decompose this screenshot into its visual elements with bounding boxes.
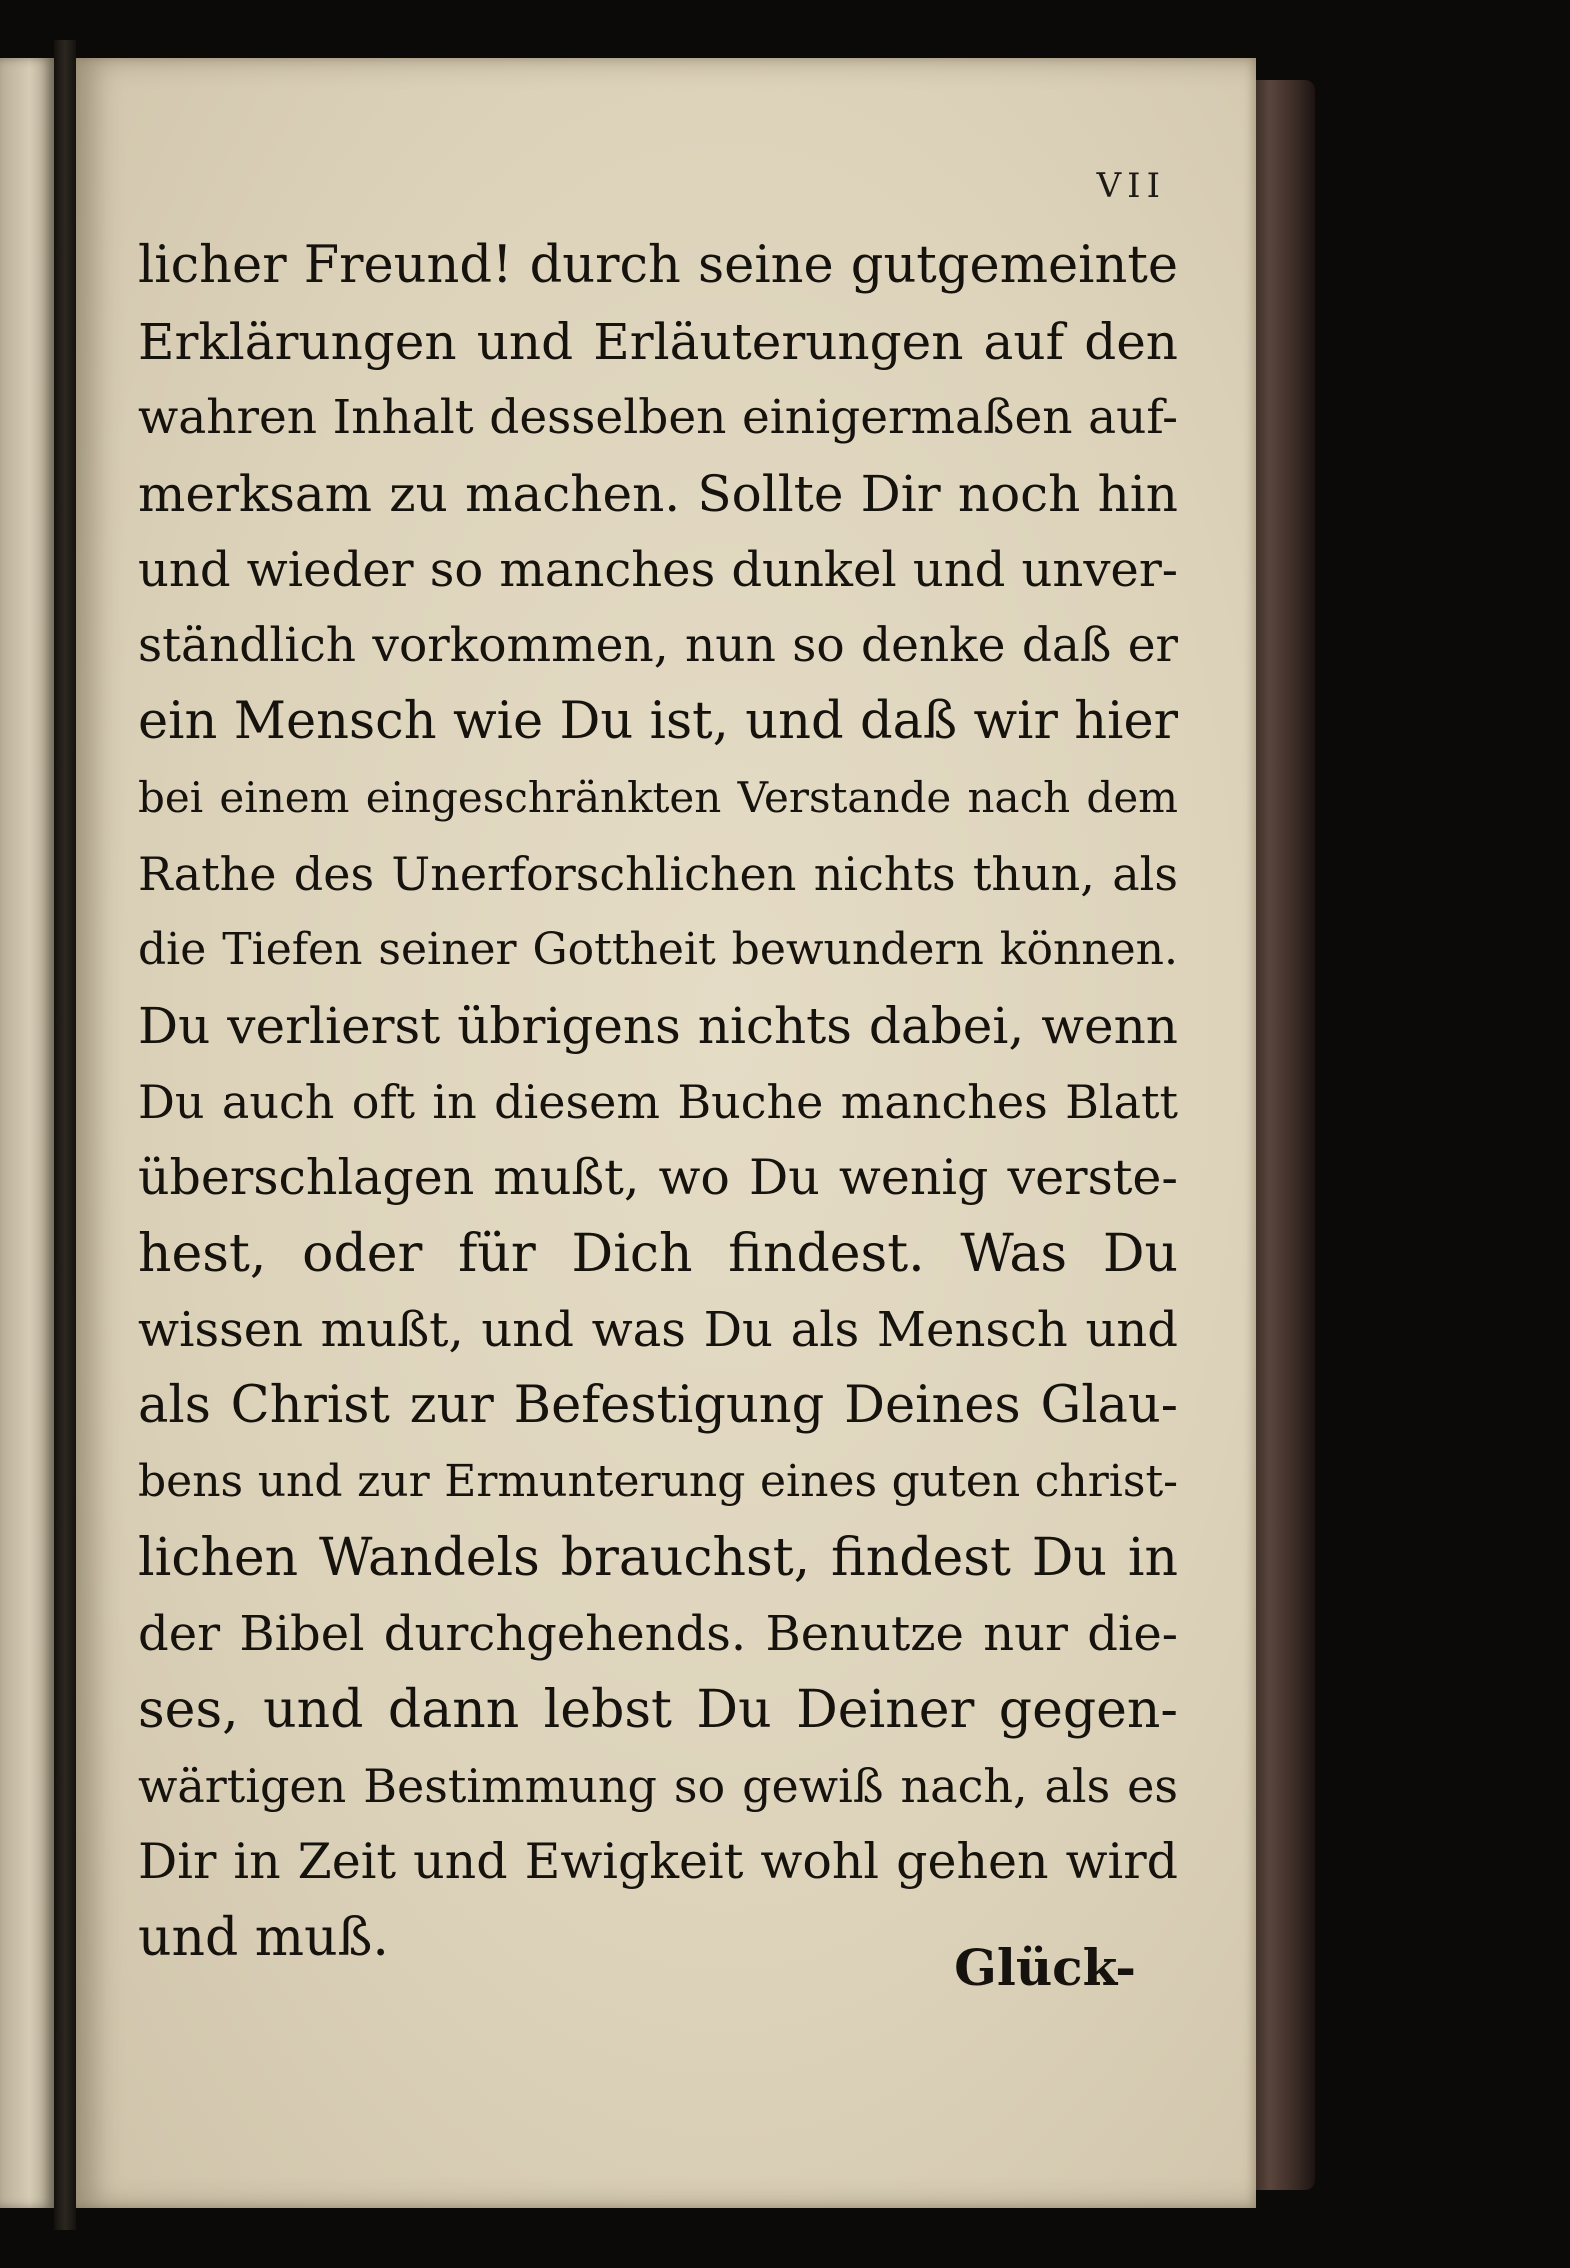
- text-line: ein Mensch wie Du ist, und daß wir hier: [138, 692, 1178, 751]
- facing-page-edge: [0, 58, 54, 2208]
- text-line: wissen mußt, und was Du als Mensch und: [138, 1302, 1178, 1358]
- text-line: der Bibel durchgehends. Benutze nur die-: [138, 1606, 1178, 1662]
- catchword: Glück-: [954, 1938, 1136, 1997]
- text-line: Du auch oft in diesem Buche manches Blatt: [138, 1075, 1178, 1129]
- text-line: Rathe des Unerforschlichen nichts thun, als: [138, 847, 1178, 901]
- text-line: lichen Wandels brauchst, findest Du in: [138, 1528, 1178, 1588]
- text-line: ständlich vorkommen, nun so denke daß er: [138, 618, 1178, 673]
- text-line: Du verlierst übrigens nichts dabei, wenn: [138, 997, 1178, 1055]
- text-line: merksam zu machen. Sollte Dir noch hin: [138, 465, 1178, 523]
- text-line: licher Freund! durch seine gutgemeinte: [138, 236, 1178, 295]
- text-line: wahren Inhalt desselben einigermaßen auf-: [138, 390, 1178, 445]
- page-number: VII: [1096, 166, 1166, 206]
- text-line: ses, und dann lebst Du Deiner gegen-: [138, 1680, 1178, 1740]
- text-line: Dir in Zeit und Ewigkeit wohl gehen wird: [138, 1833, 1178, 1890]
- book-gutter: [54, 40, 76, 2230]
- text-line: bei einem eingeschränkten Verstande nach dem: [138, 773, 1178, 822]
- text-line: hest, oder für Dich findest. Was Du: [138, 1224, 1178, 1284]
- text-line: bens und zur Ermunterung eines guten christ-: [138, 1456, 1178, 1507]
- text-line: als Christ zur Befestigung Deines Glau-: [138, 1376, 1178, 1435]
- text-line: wärtigen Bestimmung so gewiß nach, als es: [138, 1759, 1178, 1813]
- text-line: Erklärungen und Erläuterungen auf den: [138, 313, 1178, 371]
- text-line: die Tiefen seiner Gottheit bewundern können.: [138, 924, 1178, 975]
- book-page: [76, 58, 1256, 2208]
- text-line: überschlagen mußt, wo Du wenig verste-: [138, 1149, 1178, 1206]
- text-line: und muß.: [138, 1908, 389, 1968]
- text-line: und wieder so manches dunkel und unver-: [138, 542, 1178, 598]
- body-text: [138, 228, 1178, 1976]
